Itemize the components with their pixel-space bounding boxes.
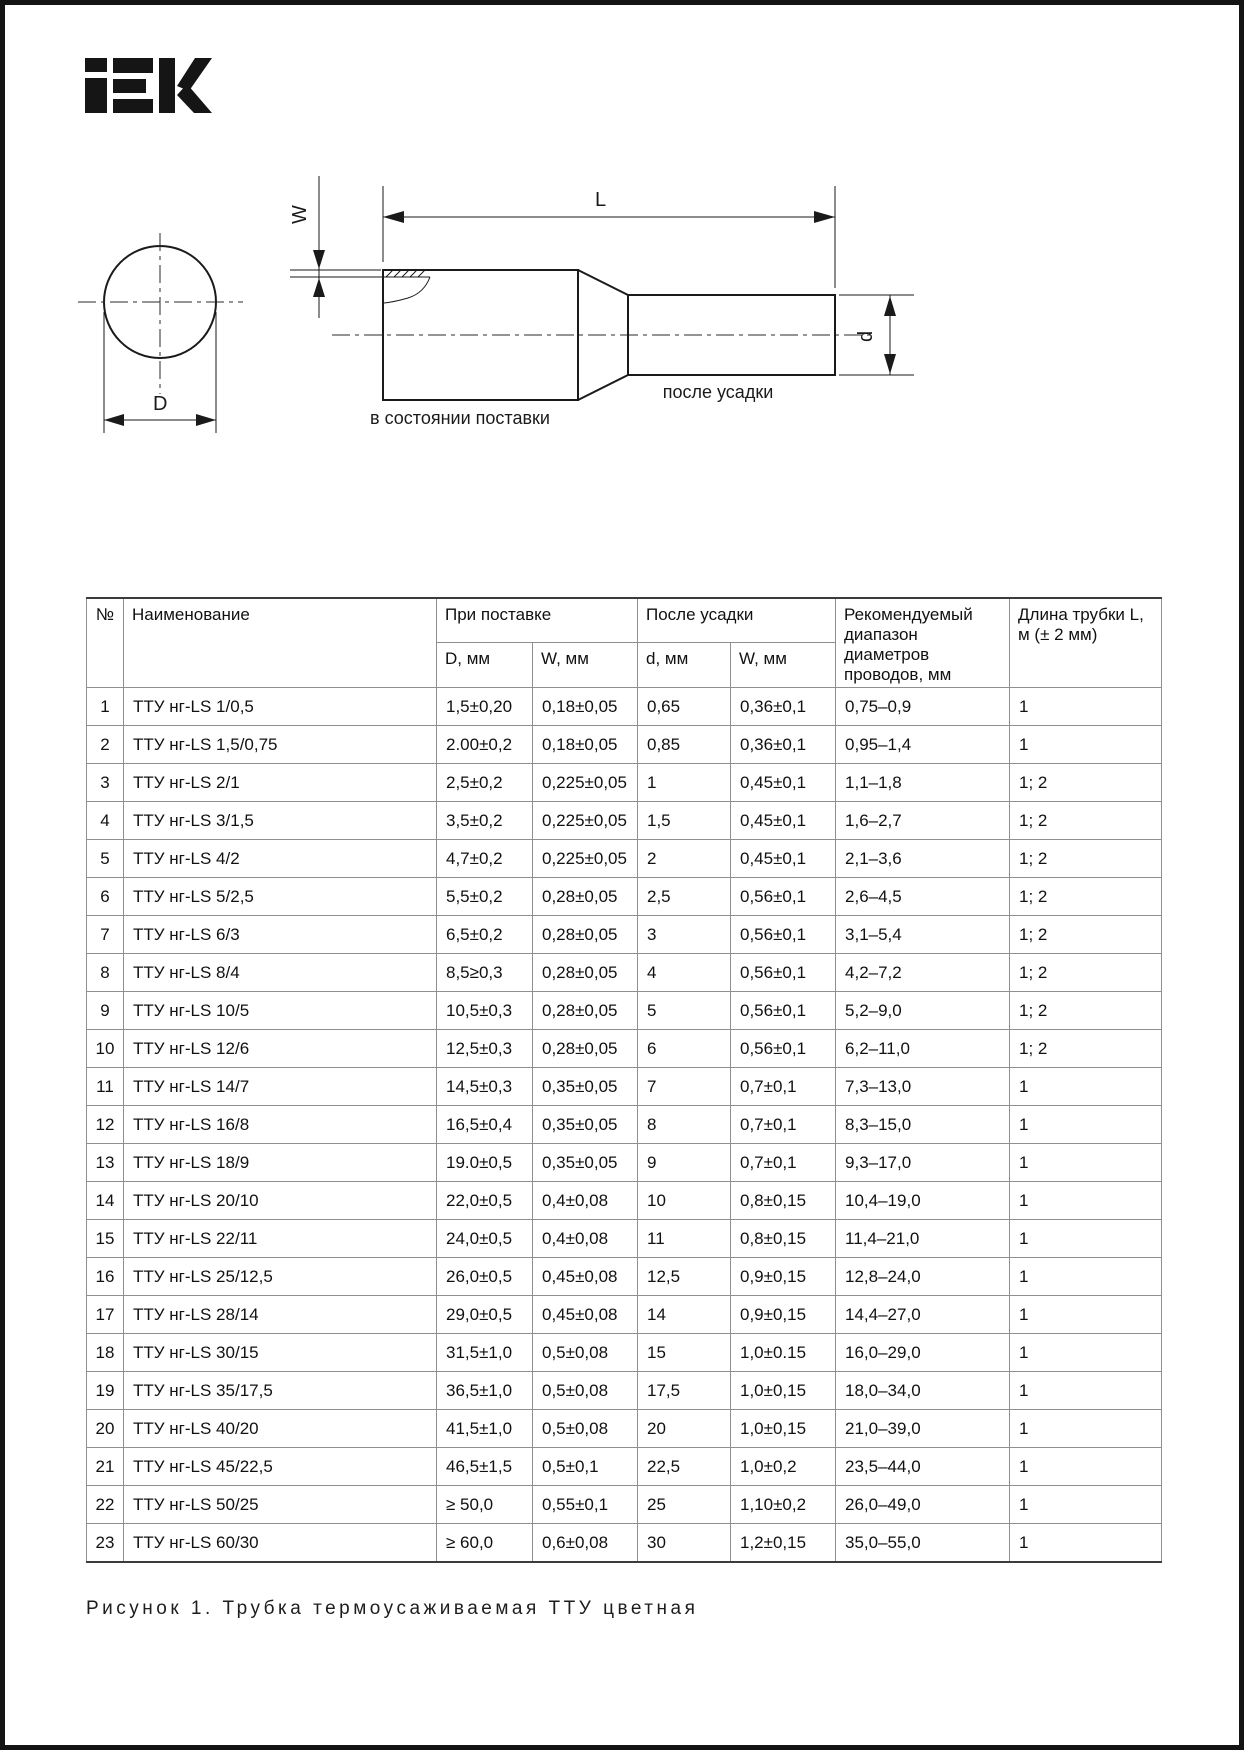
- cell-name: ТТУ нг-LS 4/2: [124, 840, 437, 878]
- cell-d: 2: [638, 840, 731, 878]
- cell-name: ТТУ нг-LS 10/5: [124, 992, 437, 1030]
- cell-D: 8,5≥0,3: [437, 954, 533, 992]
- dim-W: [289, 176, 325, 318]
- cell-num: 11: [87, 1068, 124, 1106]
- cell-range: 7,3–13,0: [836, 1068, 1010, 1106]
- cell-name: ТТУ нг-LS 2/1: [124, 764, 437, 802]
- cell-w2: 0,9±0,15: [731, 1296, 836, 1334]
- cell-D: 16,5±0,4: [437, 1106, 533, 1144]
- cell-W: 0,28±0,05: [533, 992, 638, 1030]
- cell-W: 0,45±0,08: [533, 1258, 638, 1296]
- cell-num: 18: [87, 1334, 124, 1372]
- tube-side-view: [289, 176, 914, 428]
- table-row: [87, 1106, 1162, 1144]
- cell-D: 3,5±0,2: [437, 802, 533, 840]
- cell-length: 1: [1010, 1372, 1162, 1410]
- cell-length: 1: [1010, 1220, 1162, 1258]
- cell-d: 4: [638, 954, 731, 992]
- cell-name: ТТУ нг-LS 14/7: [124, 1068, 437, 1106]
- header-at-delivery: При поставке: [437, 598, 638, 642]
- cell-num: 17: [87, 1296, 124, 1334]
- cell-num: 9: [87, 992, 124, 1030]
- cell-num: 6: [87, 878, 124, 916]
- table-row: [87, 992, 1162, 1030]
- cell-d: 0,65: [638, 688, 731, 726]
- cell-D: 14,5±0,3: [437, 1068, 533, 1106]
- cell-D: 2,5±0,2: [437, 764, 533, 802]
- cell-W: 0,28±0,05: [533, 878, 638, 916]
- cell-range: 0,75–0,9: [836, 688, 1010, 726]
- cell-w2: 1,0±0.15: [731, 1334, 836, 1372]
- cell-d: 17,5: [638, 1372, 731, 1410]
- cell-num: 10: [87, 1030, 124, 1068]
- cell-D: 19.0±0,5: [437, 1144, 533, 1182]
- cell-num: 16: [87, 1258, 124, 1296]
- cell-D: 41,5±1,0: [437, 1410, 533, 1448]
- table-row: [87, 1448, 1162, 1486]
- dim-label-d: d: [855, 330, 877, 342]
- cell-D: 5,5±0,2: [437, 878, 533, 916]
- cell-range: 18,0–34,0: [836, 1372, 1010, 1410]
- cell-d: 9: [638, 1144, 731, 1182]
- cell-length: 1; 2: [1010, 1030, 1162, 1068]
- cell-W: 0,35±0,05: [533, 1144, 638, 1182]
- cell-D: 1,5±0,20: [437, 688, 533, 726]
- cell-d: 25: [638, 1486, 731, 1524]
- cell-w2: 0,45±0,1: [731, 764, 836, 802]
- cell-length: 1: [1010, 1524, 1162, 1563]
- cell-D: 46,5±1,5: [437, 1448, 533, 1486]
- cell-w2: 0,36±0,1: [731, 688, 836, 726]
- table-row: [87, 1068, 1162, 1106]
- cell-length: 1: [1010, 1448, 1162, 1486]
- cell-d: 20: [638, 1410, 731, 1448]
- cell-W: 0,4±0,08: [533, 1220, 638, 1258]
- cell-length: 1: [1010, 1068, 1162, 1106]
- cell-d: 15: [638, 1334, 731, 1372]
- cell-name: ТТУ нг-LS 8/4: [124, 954, 437, 992]
- cell-d: 1: [638, 764, 731, 802]
- cell-W: 0,5±0,08: [533, 1372, 638, 1410]
- cell-name: ТТУ нг-LS 1/0,5: [124, 688, 437, 726]
- header-W-mm: W, мм: [533, 642, 638, 687]
- table-row: [87, 1220, 1162, 1258]
- cell-d: 30: [638, 1524, 731, 1563]
- cell-D: 12,5±0,3: [437, 1030, 533, 1068]
- cell-D: 31,5±1,0: [437, 1334, 533, 1372]
- cell-w2: 1,0±0,15: [731, 1372, 836, 1410]
- tube-end-view: [78, 233, 243, 433]
- cell-w2: 0,7±0,1: [731, 1106, 836, 1144]
- cell-W: 0,5±0,08: [533, 1334, 638, 1372]
- cell-w2: 1,0±0,2: [731, 1448, 836, 1486]
- cell-length: 1; 2: [1010, 992, 1162, 1030]
- table-row: [87, 1030, 1162, 1068]
- cell-D: 10,5±0,3: [437, 992, 533, 1030]
- cell-W: 0,5±0,08: [533, 1410, 638, 1448]
- table-row: [87, 878, 1162, 916]
- cell-num: 14: [87, 1182, 124, 1220]
- table-row: [87, 916, 1162, 954]
- cell-W: 0,28±0,05: [533, 1030, 638, 1068]
- cell-d: 22,5: [638, 1448, 731, 1486]
- cell-length: 1: [1010, 688, 1162, 726]
- cell-range: 35,0–55,0: [836, 1524, 1010, 1563]
- cell-name: ТТУ нг-LS 12/6: [124, 1030, 437, 1068]
- cell-W: 0,225±0,05: [533, 764, 638, 802]
- cell-W: 0,18±0,05: [533, 688, 638, 726]
- cell-w2: 0,8±0,15: [731, 1182, 836, 1220]
- cell-num: 1: [87, 688, 124, 726]
- cell-range: 9,3–17,0: [836, 1144, 1010, 1182]
- cell-w2: 1,10±0,2: [731, 1486, 836, 1524]
- header-D-mm: D, мм: [437, 642, 533, 687]
- cell-W: 0,35±0,05: [533, 1068, 638, 1106]
- table-row: [87, 1296, 1162, 1334]
- cell-num: 20: [87, 1410, 124, 1448]
- cell-length: 1; 2: [1010, 802, 1162, 840]
- cell-range: 5,2–9,0: [836, 992, 1010, 1030]
- table-row: [87, 1372, 1162, 1410]
- header-name: Наименование: [124, 598, 437, 688]
- table-row: [87, 954, 1162, 992]
- cell-name: ТТУ нг-LS 5/2,5: [124, 878, 437, 916]
- table-row: [87, 840, 1162, 878]
- cell-w2: 1,2±0,15: [731, 1524, 836, 1563]
- cell-w2: 0,56±0,1: [731, 992, 836, 1030]
- cell-range: 23,5–44,0: [836, 1448, 1010, 1486]
- cell-range: 3,1–5,4: [836, 916, 1010, 954]
- cell-num: 7: [87, 916, 124, 954]
- cell-range: 1,6–2,7: [836, 802, 1010, 840]
- cell-name: ТТУ нг-LS 60/30: [124, 1524, 437, 1563]
- cell-name: ТТУ нг-LS 6/3: [124, 916, 437, 954]
- cell-D: 6,5±0,2: [437, 916, 533, 954]
- cell-name: ТТУ нг-LS 20/10: [124, 1182, 437, 1220]
- cell-range: 1,1–1,8: [836, 764, 1010, 802]
- wall-section-hatch: [290, 270, 430, 303]
- cell-w2: 0,56±0,1: [731, 1030, 836, 1068]
- cell-d: 8: [638, 1106, 731, 1144]
- cell-d: 6: [638, 1030, 731, 1068]
- dim-label-D: D: [153, 393, 168, 415]
- cell-d: 12,5: [638, 1258, 731, 1296]
- arrowhead-right: [196, 414, 216, 426]
- cell-d: 5: [638, 992, 731, 1030]
- arrowhead-left: [104, 414, 124, 426]
- cell-D: 36,5±1,0: [437, 1372, 533, 1410]
- cell-name: ТТУ нг-LS 45/22,5: [124, 1448, 437, 1486]
- cell-num: 4: [87, 802, 124, 840]
- dim-label-L: L: [595, 189, 607, 211]
- cell-name: ТТУ нг-LS 16/8: [124, 1106, 437, 1144]
- cell-name: ТТУ нг-LS 22/11: [124, 1220, 437, 1258]
- cell-d: 11: [638, 1220, 731, 1258]
- cell-d: 1,5: [638, 802, 731, 840]
- cell-w2: 0,8±0,15: [731, 1220, 836, 1258]
- cell-num: 8: [87, 954, 124, 992]
- cell-w2: 0,56±0,1: [731, 916, 836, 954]
- cell-w2: 0,45±0,1: [731, 840, 836, 878]
- cell-num: 19: [87, 1372, 124, 1410]
- cell-num: 22: [87, 1486, 124, 1524]
- cell-range: 8,3–15,0: [836, 1106, 1010, 1144]
- cell-W: 0,225±0,05: [533, 802, 638, 840]
- cell-D: ≥ 60,0: [437, 1524, 533, 1563]
- cell-length: 1: [1010, 1258, 1162, 1296]
- cell-name: ТТУ нг-LS 35/17,5: [124, 1372, 437, 1410]
- cell-length: 1: [1010, 1486, 1162, 1524]
- table-row: [87, 1258, 1162, 1296]
- cell-W: 0,5±0,1: [533, 1448, 638, 1486]
- cell-name: ТТУ нг-LS 25/12,5: [124, 1258, 437, 1296]
- cell-d: 10: [638, 1182, 731, 1220]
- cell-length: 1: [1010, 1106, 1162, 1144]
- cell-range: 26,0–49,0: [836, 1486, 1010, 1524]
- cell-range: 12,8–24,0: [836, 1258, 1010, 1296]
- cell-length: 1: [1010, 1144, 1162, 1182]
- brand-logo: [85, 58, 212, 113]
- cell-D: ≥ 50,0: [437, 1486, 533, 1524]
- tube-diagram: [0, 0, 1244, 520]
- spec-table: [86, 597, 1162, 1563]
- cell-range: 4,2–7,2: [836, 954, 1010, 992]
- table-body: [87, 688, 1162, 1563]
- dim-label-W: W: [289, 205, 311, 224]
- cell-length: 1: [1010, 1334, 1162, 1372]
- header-tube-length: Длина трубки L, м (± 2 мм): [1010, 598, 1162, 688]
- cell-w2: 0,56±0,1: [731, 878, 836, 916]
- cell-d: 14: [638, 1296, 731, 1334]
- cell-name: ТТУ нг-LS 30/15: [124, 1334, 437, 1372]
- cell-W: 0,18±0,05: [533, 726, 638, 764]
- cell-num: 3: [87, 764, 124, 802]
- cell-D: 24,0±0,5: [437, 1220, 533, 1258]
- cell-range: 14,4–27,0: [836, 1296, 1010, 1334]
- cell-d: 0,85: [638, 726, 731, 764]
- table-row: [87, 1182, 1162, 1220]
- table-row: [87, 1334, 1162, 1372]
- cell-D: 26,0±0,5: [437, 1258, 533, 1296]
- header-after-shrink: После усадки: [638, 598, 836, 642]
- cell-w2: 0,45±0,1: [731, 802, 836, 840]
- cell-name: ТТУ нг-LS 18/9: [124, 1144, 437, 1182]
- cell-num: 12: [87, 1106, 124, 1144]
- table-row: [87, 1524, 1162, 1563]
- cell-W: 0,4±0,08: [533, 1182, 638, 1220]
- cell-W: 0,6±0,08: [533, 1524, 638, 1563]
- table-row: [87, 1486, 1162, 1524]
- cell-range: 16,0–29,0: [836, 1334, 1010, 1372]
- cell-w2: 0,7±0,1: [731, 1144, 836, 1182]
- figure-caption: Рисунок 1. Трубка термоусаживаемая ТТУ цветная: [86, 1598, 699, 1619]
- cell-length: 1; 2: [1010, 840, 1162, 878]
- header-num: №: [87, 598, 124, 688]
- cell-name: ТТУ нг-LS 1,5/0,75: [124, 726, 437, 764]
- cell-D: 4,7±0,2: [437, 840, 533, 878]
- table-row: [87, 1144, 1162, 1182]
- label-after-shrink: после усадки: [662, 382, 774, 402]
- table-row: [87, 1410, 1162, 1448]
- cell-length: 1; 2: [1010, 878, 1162, 916]
- cell-num: 2: [87, 726, 124, 764]
- cell-name: ТТУ нг-LS 3/1,5: [124, 802, 437, 840]
- cell-length: 1; 2: [1010, 954, 1162, 992]
- cell-length: 1; 2: [1010, 764, 1162, 802]
- cell-num: 13: [87, 1144, 124, 1182]
- cell-range: 0,95–1,4: [836, 726, 1010, 764]
- header-d-mm: d, мм: [638, 642, 731, 687]
- cell-length: 1: [1010, 1182, 1162, 1220]
- cell-D: 22,0±0,5: [437, 1182, 533, 1220]
- cell-name: ТТУ нг-LS 50/25: [124, 1486, 437, 1524]
- cell-D: 29,0±0,5: [437, 1296, 533, 1334]
- cell-W: 0,225±0,05: [533, 840, 638, 878]
- header-w2-mm: W, мм: [731, 642, 836, 687]
- label-supply-state: в состоянии поставки: [370, 408, 550, 428]
- cell-length: 1: [1010, 1296, 1162, 1334]
- cell-W: 0,45±0,08: [533, 1296, 638, 1334]
- cell-w2: 1,0±0,15: [731, 1410, 836, 1448]
- header-diameter-range: Рекомендуемый диапазон диаметров проводов, мм: [836, 598, 1010, 688]
- cell-W: 0,35±0,05: [533, 1106, 638, 1144]
- cell-D: 2.00±0,2: [437, 726, 533, 764]
- table-row: [87, 802, 1162, 840]
- cell-num: 15: [87, 1220, 124, 1258]
- cell-w2: 0,36±0,1: [731, 726, 836, 764]
- cell-range: 2,1–3,6: [836, 840, 1010, 878]
- table-row: [87, 726, 1162, 764]
- cell-w2: 0,7±0,1: [731, 1068, 836, 1106]
- cell-num: 5: [87, 840, 124, 878]
- cell-W: 0,55±0,1: [533, 1486, 638, 1524]
- cell-W: 0,28±0,05: [533, 916, 638, 954]
- cell-w2: 0,56±0,1: [731, 954, 836, 992]
- cell-range: 6,2–11,0: [836, 1030, 1010, 1068]
- table-row: [87, 764, 1162, 802]
- cell-d: 3: [638, 916, 731, 954]
- cell-length: 1: [1010, 726, 1162, 764]
- cell-name: ТТУ нг-LS 40/20: [124, 1410, 437, 1448]
- cell-d: 2,5: [638, 878, 731, 916]
- cell-range: 11,4–21,0: [836, 1220, 1010, 1258]
- cell-length: 1; 2: [1010, 916, 1162, 954]
- cell-W: 0,28±0,05: [533, 954, 638, 992]
- table-row: [87, 688, 1162, 726]
- cell-range: 10,4–19,0: [836, 1182, 1010, 1220]
- cell-num: 21: [87, 1448, 124, 1486]
- cell-name: ТТУ нг-LS 28/14: [124, 1296, 437, 1334]
- cell-range: 2,6–4,5: [836, 878, 1010, 916]
- cell-range: 21,0–39,0: [836, 1410, 1010, 1448]
- cell-d: 7: [638, 1068, 731, 1106]
- cell-w2: 0,9±0,15: [731, 1258, 836, 1296]
- cell-num: 23: [87, 1524, 124, 1563]
- dim-L: [383, 186, 835, 288]
- cell-length: 1: [1010, 1410, 1162, 1448]
